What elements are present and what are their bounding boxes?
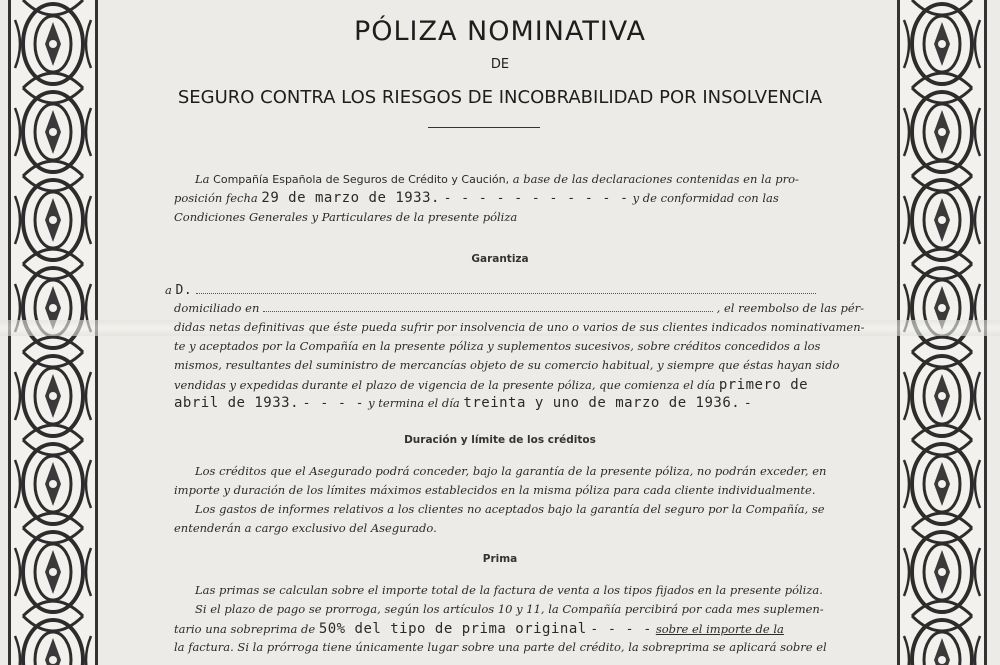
company-name: Compañía Española de Seguros de Crédito y Caución, <box>213 173 510 186</box>
end-date: treinta y uno de marzo de 1936. <box>463 395 741 411</box>
garantiza-line-5: vendidas y expedidas durante el plazo de vigencia de la presente póliza, que comienza el día primero de <box>174 377 809 393</box>
duracion-p2-line1: Los gastos de informes relativos a los clientes no aceptados bajo la garantía del seguro por la Compañía, se <box>195 502 825 516</box>
garantiza-line-2: didas netas definitivas que éste pueda sufrir por insolvencia de uno o varios de sus clientes indicados nominativamen- <box>174 320 865 334</box>
document-de: DE <box>490 57 510 72</box>
start-day: primero de <box>718 377 809 393</box>
surcharge-rate: 50% del tipo de prima original <box>318 621 587 637</box>
title-rule <box>428 127 540 128</box>
policy-text <box>110 0 890 665</box>
garantiza-line-6: abril de 1933. - - - - y termina el día treinta y uno de marzo de 1936. - <box>174 395 753 411</box>
prima-p1: Las primas se calculan sobre el importe total de la factura de venta a los tipos fijados en la presente póliza. <box>195 583 823 597</box>
prima-p2-line3: la factura. Si la prórroga tiene únicamente lugar sobre una parte del crédito, la sobreprima se aplicará sobre el <box>174 640 827 654</box>
duracion-p1-line2: importe y duración de los límites máximos establecidos en la misma póliza para cada cliente individualmente. <box>174 483 816 497</box>
heading-duracion: Duración y límite de los créditos <box>404 434 596 446</box>
heading-garantiza: Garantiza <box>471 253 529 265</box>
garantiza-line-4: mismos, resultantes del suministro de mercancías objeto de su comercio habitual, y siempre que éstas hayan sido <box>174 358 840 372</box>
insured-line: a D. <box>165 283 816 298</box>
document-subtitle: SEGURO CONTRA LOS RIESGOS DE INCOBRABILIDAD POR INSOLVENCIA <box>177 87 823 108</box>
intro-line-3: Condiciones Generales y Particulares de la presente póliza <box>174 210 518 224</box>
heading-prima: Prima <box>482 553 518 565</box>
insured-name: D. <box>175 283 193 298</box>
duracion-p2-line2: entenderán a cargo exclusivo del Asegurado. <box>174 521 437 535</box>
garantiza-line-3: te y aceptados por la Compañía en la presente póliza y suplementos sucesivos, sobre créditos concedidos a los <box>174 339 821 353</box>
duracion-p1-line1: Los créditos que el Asegurado podrá conceder, bajo la garantía de la presente póliza, no podrán exceder, en <box>195 464 827 478</box>
intro-line-2: posición fecha 29 de marzo de 1933. - - - - - - - - - - - y de conformidad con las <box>174 190 779 206</box>
prima-p2-line1: Si el plazo de pago se prorroga, según los artículos 10 y 11, la Compañía percibirá por cada mes suplemen- <box>195 602 824 616</box>
document-title: PÓLIZA NOMINATIVA <box>353 16 647 47</box>
garantiza-line-1: domiciliado en , el reembolso de las pér- <box>174 301 865 315</box>
intro-line-1: La Compañía Española de Seguros de Crédito y Caución, a base de las declaraciones contenidas en la pro- <box>195 172 799 186</box>
proposal-date: 29 de marzo de 1933. <box>261 190 440 206</box>
prima-p2-line2: tario una sobreprima de 50% del tipo de prima original - - - - sobre el importe de la <box>174 621 784 637</box>
start-date-rest: abril de 1933. <box>174 395 300 411</box>
